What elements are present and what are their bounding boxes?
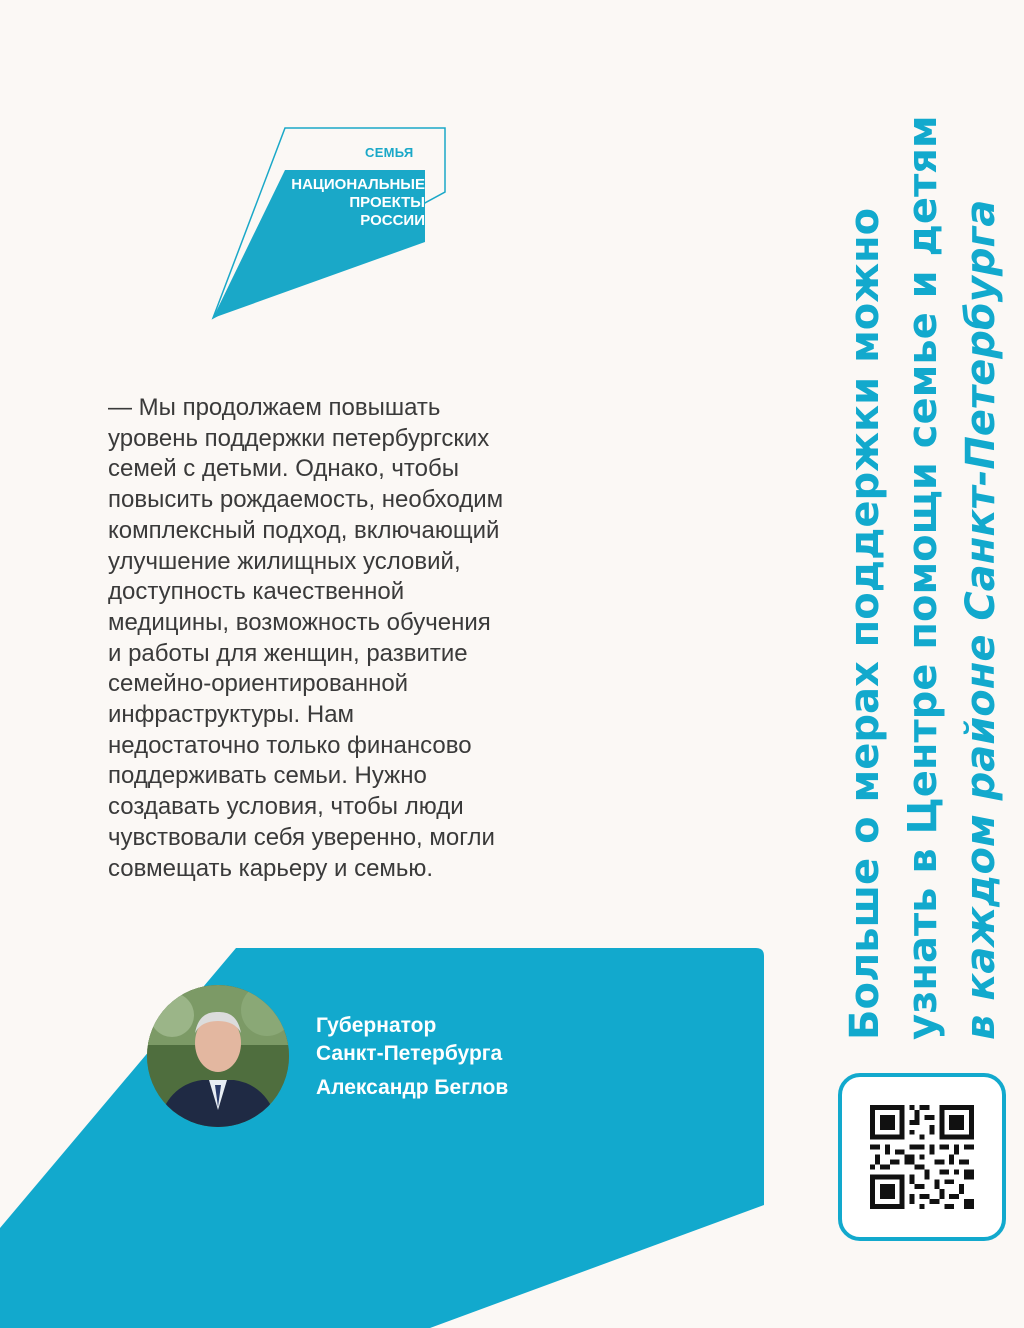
side-text-line: в каждом районе Санкт-Петербурга xyxy=(958,199,1004,1040)
signature-title: Губернатор xyxy=(316,1014,437,1037)
quote-line: и работы для женщин, развитие xyxy=(108,639,468,667)
quote-line: совмещать карьеру и семью. xyxy=(108,854,434,882)
logo-title-line: НАЦИОНАЛЬНЫЕ xyxy=(291,176,425,193)
quote-line: улучшение жилищных условий, xyxy=(108,547,461,575)
quote-line: поддерживать семьи. Нужно xyxy=(108,762,427,790)
quote-line: семей с детьми. Однако, чтобы xyxy=(108,455,459,483)
side-info-text xyxy=(836,105,1010,1040)
governor-photo xyxy=(147,985,289,1127)
quote-line: семейно-ориентированной xyxy=(108,670,409,698)
logo-title-line: РОССИИ xyxy=(360,212,425,229)
side-text-line: Больше о мерах поддержки можно xyxy=(842,207,888,1040)
quote-line: повысить рождаемость, необходим xyxy=(108,486,504,514)
quote-line: чувствовали себя уверенно, могли xyxy=(108,823,495,851)
side-text-line: узнать в Центре помощи семье и детям xyxy=(900,115,946,1040)
portrait-image xyxy=(147,985,289,1127)
quote-line: доступность качественной xyxy=(108,578,405,606)
signature-city: Санкт-Петербурга xyxy=(316,1042,503,1065)
quote-line: создавать условия, чтобы люди xyxy=(108,793,464,821)
qr-code-card[interactable] xyxy=(838,1073,1006,1241)
logo-family-label: СЕМЬЯ xyxy=(365,145,414,160)
qr-code-icon[interactable] xyxy=(870,1105,974,1209)
signature-name: Александр Беглов xyxy=(316,1076,509,1099)
quote-line: комплексный подход, включающий xyxy=(108,516,500,544)
quote-line: медицины, возможность обучения xyxy=(108,608,491,636)
quote-line: недостаточно только финансово xyxy=(108,731,472,759)
logo-title-line: ПРОЕКТЫ xyxy=(349,194,425,211)
quote-line: — Мы продолжаем повышать xyxy=(108,394,441,421)
quote-line: инфраструктуры. Нам xyxy=(108,701,355,729)
quote-line: уровень поддержки петербургских xyxy=(108,424,490,452)
governor-signature xyxy=(316,1012,508,1102)
